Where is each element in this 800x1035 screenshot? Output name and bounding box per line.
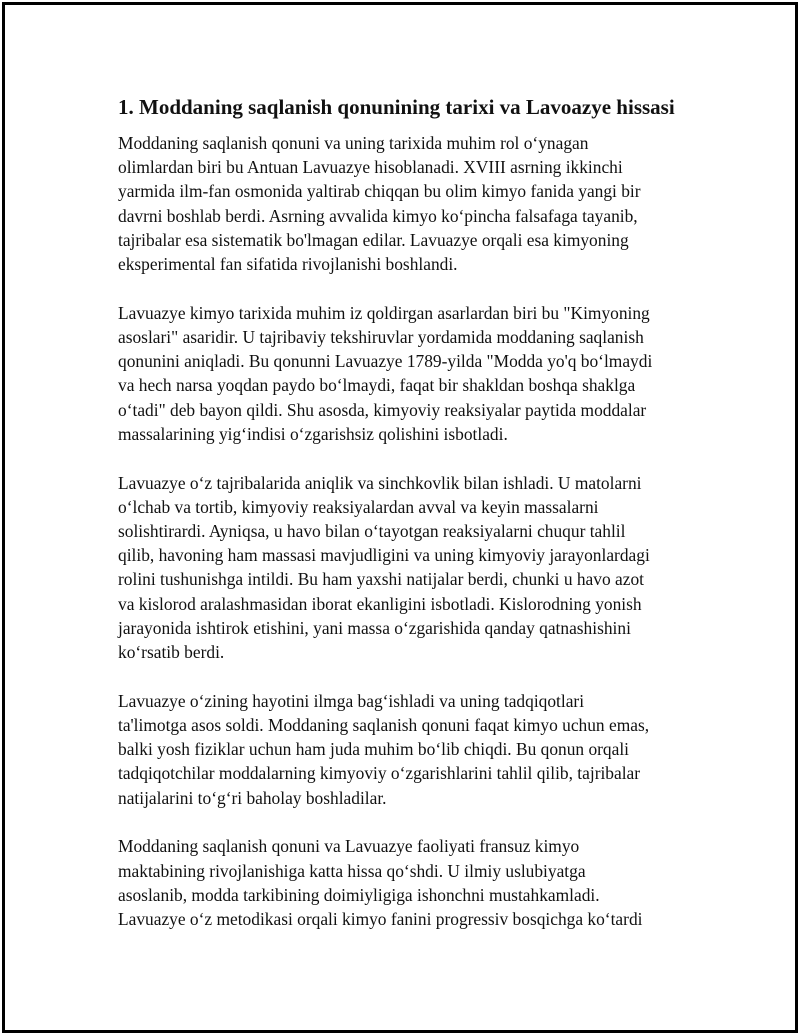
paragraph-line: ko‘rsatib berdi. — [118, 642, 225, 663]
paragraph — [118, 689, 686, 810]
paragraph-line: massalarining yig‘indisi o‘zgarishsiz qolishini isbotladi. — [118, 423, 508, 444]
paragraph — [118, 301, 686, 446]
paragraph-line: eksperimental fan sifatida rivojlanishi boshlandi. — [118, 254, 458, 275]
paragraph — [118, 834, 686, 931]
paragraph-line: asoslari" asaridir. U tajribaviy tekshiruvlar yordamida moddaning saqlanish — [118, 327, 644, 348]
section-heading: 1. Moddaning saqlanish qonunining tarixi va Lavoazye hissasi — [118, 95, 675, 119]
paragraph-line: o‘tadi" deb bayon qildi. Shu asosda, kimyoviy reaksiyalar paytida moddalar — [118, 399, 647, 420]
paragraph-line: davrni boshlab berdi. Asrning avvalida kimyo ko‘pincha falsafaga tayanib, — [118, 205, 638, 226]
paragraph-line: ta'limotga asos soldi. Moddaning saqlanish qonuni faqat kimyo uchun emas, — [118, 715, 650, 736]
paragraph-line: olimlardan biri bu Antuan Lavuazye hisoblanadi. XVIII asrning ikkinchi — [118, 157, 623, 178]
paragraph-line: Lavuazye o‘z tajribalarida aniqlik va sinchkovlik bilan ishladi. U matolarni — [118, 472, 642, 493]
paragraph-line: maktabining rivojlanishiga katta hissa qo‘shdi. U ilmiy uslubiyatga — [118, 860, 586, 881]
paragraph — [118, 131, 686, 276]
paragraph-line: balki yosh fiziklar uchun ham juda muhim bo‘lib chiqdi. Bu qonun orqali — [118, 739, 630, 760]
paragraph-line: tajribalar esa sistematik bo'lmagan edilar. Lavuazye orqali esa kimyoning — [118, 229, 629, 250]
paragraph-line: tadqiqotchilar moddalarning kimyoviy o‘zgarishlarini tahlil qilib, tajribalar — [118, 763, 641, 784]
paragraph-line: solishtirardi. Ayniqsa, u havo bilan o‘tayotgan reaksiyalarni chuqur tahlil — [118, 521, 626, 542]
document-body — [118, 92, 686, 956]
paragraph-line: Lavuazye kimyo tarixida muhim iz qoldirgan asarlardan biri bu "Kimyoning — [118, 302, 650, 323]
paragraph-line: natijalarini to‘g‘ri baholay boshladilar. — [118, 787, 387, 808]
paragraph — [118, 471, 686, 665]
paragraph-line: asoslanib, modda tarkibining doimiyligiga ishonchni mustahkamladi. — [118, 884, 600, 905]
paragraph-line: Moddaning saqlanish qonuni va uning tarixida muhim rol o‘ynagan — [118, 133, 589, 153]
paragraph-line: jarayonida ishtirok etishini, yani massa o‘zgarishida qanday qatnashishini — [118, 617, 631, 638]
paragraph-line: va kislorod aralashmasidan iborat ekanligini isbotladi. Kislorodning yonish — [118, 593, 642, 614]
paragraph-line: va hech narsa yoqdan paydo bo‘lmaydi, faqat bir shakldan boshqa shaklga — [118, 375, 636, 396]
paragraph-line: Moddaning saqlanish qonuni va Lavuazye faoliyati fransuz kimyo — [118, 836, 580, 857]
paragraph-line: o‘lchab va tortib, kimyoviy reaksiyalardan avval va keyin massalarni — [118, 496, 599, 517]
paragraph-line: Lavuazye o‘zining hayotini ilmga bag‘ishladi va uning tadqiqotlari — [118, 690, 585, 711]
paragraph-line: rolini tushunishga intildi. Bu ham yaxshi natijalar berdi, chunki u havo azot — [118, 569, 644, 590]
paragraph-line: qilib, havoning ham massasi mavjudligini va uning kimyoviy jarayonlardagi — [118, 545, 650, 566]
paragraph-list — [118, 131, 686, 931]
paragraph-line: Lavuazye o‘z metodikasi orqali kimyo fanini progressiv bosqichga ko‘tardi — [118, 909, 643, 930]
paragraph-line: qonunini aniqladi. Bu qonunni Lavuazye 1789-yilda "Modda yo'q bo‘lmaydi — [118, 351, 653, 372]
paragraph-line: yarmida ilm-fan osmonida yaltirab chiqqan bu olim kimyo fanida yangi bir — [118, 181, 641, 202]
